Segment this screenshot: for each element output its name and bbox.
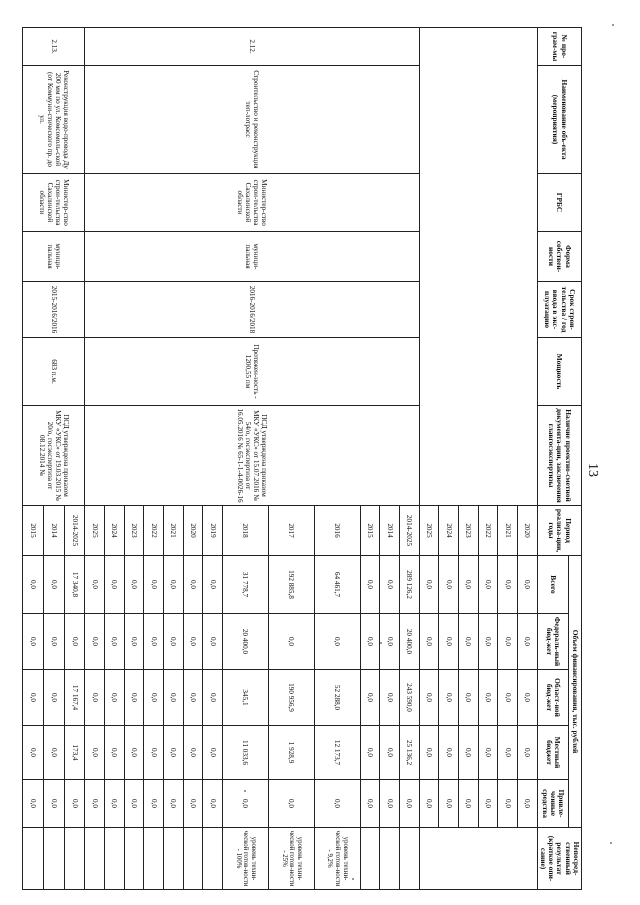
cell-total: 289 126,2	[400, 556, 420, 614]
cell-private: 0,0	[144, 780, 164, 828]
cell-year: 2025	[85, 506, 105, 556]
cell-year: 2017	[268, 506, 314, 556]
scan-speck	[612, 24, 614, 26]
cell-regional: 0,0	[478, 670, 498, 726]
cell-total: 64 461,7	[314, 556, 360, 614]
cell-regional: 0,0	[439, 670, 459, 726]
cell-regional: 0,0	[458, 670, 478, 726]
cell-local: 0,0	[43, 726, 64, 780]
cell-local: 0,0	[203, 726, 223, 780]
cell-private: 0,0	[478, 780, 498, 828]
cell-federal: 0,0	[360, 614, 380, 670]
cell-federal: 0,0	[183, 614, 203, 670]
cell-year: 2025	[419, 506, 439, 556]
header-local: Местный бюджет	[537, 726, 569, 780]
cell-local: 25 136,2	[400, 726, 420, 780]
scan-speck	[352, 878, 354, 880]
cell-federal: 0,0	[124, 614, 144, 670]
cell-result	[105, 828, 125, 890]
cell-regional: 0,0	[144, 670, 164, 726]
cell-year: 2024	[439, 506, 459, 556]
cell-year: 2022	[478, 506, 498, 556]
cell-year: 2015	[360, 506, 380, 556]
header-row-1	[569, 28, 582, 890]
cell-regional: 345,1	[223, 670, 269, 726]
cell-local: 0,0	[105, 726, 125, 780]
cell-year: 2019	[203, 506, 223, 556]
cell-private: 0,0	[85, 780, 105, 828]
cell-private: 0,0	[64, 780, 85, 828]
cell-result	[380, 828, 400, 890]
cell-year: 2015	[22, 506, 43, 556]
table-row	[64, 28, 85, 890]
cell-result	[183, 828, 203, 890]
cell-local: 0,0	[380, 726, 400, 780]
rotated-table-container	[27, 27, 582, 887]
header-name: Наименование объ-екта (мероприятия)	[537, 66, 581, 174]
item-grbs: Министер-ство строи-тельства Сахалинской области	[85, 174, 419, 232]
header-grbs: ГРБС	[537, 174, 581, 232]
cell-total: 0,0	[144, 556, 164, 614]
cell-federal: 20 400,0	[223, 614, 269, 670]
item-name: Реконструкция водо-провода Ду 200 мм по ул. Комсомоль-ской (от Коммуни-стического пр. до ул.	[22, 66, 85, 174]
cell-federal: 0,0	[22, 614, 43, 670]
cell-federal: 0,0	[458, 614, 478, 670]
cell-local: 0,0	[22, 726, 43, 780]
cell-private: 0,0	[183, 780, 203, 828]
cell-private: 0,0	[419, 780, 439, 828]
cell-total: 17 340,8	[64, 556, 85, 614]
cell-year: 2024	[105, 506, 125, 556]
header-regional: Област-ной бюд-жет	[537, 670, 569, 726]
cell-result	[43, 828, 64, 890]
item-number: 2.12.	[85, 28, 419, 66]
continuation-blank-cell	[419, 28, 537, 506]
cell-local: 0,0	[458, 726, 478, 780]
cell-private: 0,0	[400, 780, 420, 828]
header-result: Непосред-ственный результат (краткое опи-сание)	[537, 828, 581, 890]
cell-private: 0,0	[223, 780, 269, 828]
cell-federal: 0,0	[85, 614, 105, 670]
cell-year: 2016	[314, 506, 360, 556]
cell-year: 2023	[458, 506, 478, 556]
cell-regional: 190 956,9	[268, 670, 314, 726]
cell-result	[22, 828, 43, 890]
cell-total: 0,0	[439, 556, 459, 614]
continuation-result-cell	[419, 828, 537, 890]
cell-local: 0,0	[164, 726, 184, 780]
cell-private: 0,0	[380, 780, 400, 828]
cell-federal: 0,0	[164, 614, 184, 670]
cell-private: 0,0	[458, 780, 478, 828]
cell-federal: 0,0	[419, 614, 439, 670]
cell-federal: 0,0	[64, 614, 85, 670]
cell-result	[164, 828, 184, 890]
cell-result	[203, 828, 223, 890]
cell-result	[124, 828, 144, 890]
cell-total: 0,0	[203, 556, 223, 614]
cell-regional: 0,0	[22, 670, 43, 726]
header-private: Привле-ченные средства	[537, 780, 569, 828]
cell-local: 0,0	[124, 726, 144, 780]
cell-regional: 0,0	[360, 670, 380, 726]
header-ownership: Форма собствен-ности	[537, 232, 581, 282]
cell-year: 2014	[43, 506, 64, 556]
cell-local: 0,0	[144, 726, 164, 780]
item-term: 2016-2016/2018	[85, 282, 419, 338]
cell-federal: 0,0	[105, 614, 125, 670]
cell-private: 0,0	[360, 780, 380, 828]
cell-total: 0,0	[517, 556, 537, 614]
cell-regional: 0,0	[419, 670, 439, 726]
cell-federal: 0,0	[144, 614, 164, 670]
cell-private: 0,0	[22, 780, 43, 828]
header-volume-group: Объем финансирования, тыс. рублей	[569, 556, 582, 828]
cell-year: 2021	[164, 506, 184, 556]
cell-federal: 0,0	[314, 614, 360, 670]
cell-federal: 20 400,0	[400, 614, 420, 670]
cell-total: 0,0	[360, 556, 380, 614]
scan-speck	[244, 790, 246, 792]
cell-private: 0,0	[43, 780, 64, 828]
cell-local: 0,0	[478, 726, 498, 780]
cell-result: уровень техни-ческой готов-ности - 9,2%	[314, 828, 360, 890]
header-total: Всего	[537, 556, 569, 614]
cell-regional: 0,0	[105, 670, 125, 726]
header-capacity: Мощность	[537, 338, 581, 406]
table-row	[517, 28, 537, 890]
cell-federal: 0,0	[203, 614, 223, 670]
cell-private: 0,0	[164, 780, 184, 828]
cell-federal: 0,0	[517, 614, 537, 670]
item-term: 2015-2016/2016	[22, 282, 85, 338]
cell-regional: 52 288,0	[314, 670, 360, 726]
cell-result	[144, 828, 164, 890]
cell-federal: 0,0	[439, 614, 459, 670]
table-body	[22, 28, 537, 890]
cell-private: 0,0	[203, 780, 223, 828]
cell-year: 2018	[223, 506, 269, 556]
cell-result	[360, 828, 380, 890]
cell-total: 0,0	[380, 556, 400, 614]
cell-local: 11 033,6	[223, 726, 269, 780]
cell-year: 2020	[517, 506, 537, 556]
cell-total: 0,0	[419, 556, 439, 614]
cell-regional: 0,0	[183, 670, 203, 726]
cell-year: 2020	[183, 506, 203, 556]
cell-local: 12 173,7	[314, 726, 360, 780]
cell-total: 0,0	[458, 556, 478, 614]
cell-local: 173,4	[64, 726, 85, 780]
item-docs: ПСД утверждена приказом МКУ «УКС» от 19.03.2015 № 20/о, госэкспертиза от 08.12.2014 №	[22, 406, 85, 506]
cell-regional: 0,0	[124, 670, 144, 726]
cell-regional: 0,0	[43, 670, 64, 726]
item-ownership: муници-пальная	[85, 232, 419, 282]
cell-local: 0,0	[498, 726, 518, 780]
scan-speck	[380, 642, 382, 644]
cell-result: уровень техни-ческой готов-ности - 100%	[223, 828, 269, 890]
cell-year: 2014-2025	[64, 506, 85, 556]
financing-table	[22, 27, 582, 890]
item-grbs: Министер-ство строи-тельства Сахалинской области	[22, 174, 85, 232]
cell-regional: 17 167,4	[64, 670, 85, 726]
item-number: 2.13.	[22, 28, 85, 66]
cell-federal: 0,0	[498, 614, 518, 670]
cell-federal: 0,0	[268, 614, 314, 670]
item-name: Строительство и реконструкция теп-лотрасс	[85, 66, 419, 174]
cell-private: 0,0	[124, 780, 144, 828]
scan-speck	[610, 842, 612, 844]
item-ownership: муници-пальная	[22, 232, 85, 282]
cell-federal: 0,0	[478, 614, 498, 670]
cell-local: 0,0	[183, 726, 203, 780]
cell-year: 2014	[380, 506, 400, 556]
cell-total: 192 885,8	[268, 556, 314, 614]
cell-local: 0,0	[439, 726, 459, 780]
header-no: № про-грам-мы	[537, 28, 581, 66]
cell-regional: 0,0	[517, 670, 537, 726]
cell-regional: 243 590,0	[400, 670, 420, 726]
header-period: Период реализа-ции, годы	[537, 506, 581, 556]
cell-total: 0,0	[164, 556, 184, 614]
cell-result: уровень техни-ческой готов-ности - 25%	[268, 828, 314, 890]
cell-local: 0,0	[360, 726, 380, 780]
cell-regional: 0,0	[203, 670, 223, 726]
cell-regional: 0,0	[380, 670, 400, 726]
cell-regional: 0,0	[164, 670, 184, 726]
cell-result	[400, 828, 420, 890]
cell-total: 0,0	[105, 556, 125, 614]
page-number: 13	[585, 463, 600, 477]
cell-local: 0,0	[419, 726, 439, 780]
cell-year: 2014-2025	[400, 506, 420, 556]
cell-total: 0,0	[498, 556, 518, 614]
cell-private: 0,0	[314, 780, 360, 828]
cell-total: 0,0	[124, 556, 144, 614]
table-row	[400, 28, 420, 890]
cell-private: 0,0	[517, 780, 537, 828]
cell-year: 2022	[144, 506, 164, 556]
cell-year: 2023	[124, 506, 144, 556]
cell-local: 0,0	[85, 726, 105, 780]
cell-total: 31 778,7	[223, 556, 269, 614]
cell-year: 2021	[498, 506, 518, 556]
cell-local: 0,0	[517, 726, 537, 780]
cell-total: 0,0	[22, 556, 43, 614]
cell-regional: 0,0	[498, 670, 518, 726]
header-term: Срок строи-тельства / год ввода в экс-плуатацию	[537, 282, 581, 338]
header-docs: Наличие проектно-сметной документа-ции, заключения главгосэкспертизы	[537, 406, 581, 506]
item-docs: ПСД утверждена приказом МКУ «УКС» от 15.07.2016 № 54/о, госэкспертиза от 16.05.2016 № 65-1-1-4-0026-16	[85, 406, 419, 506]
cell-regional: 0,0	[85, 670, 105, 726]
cell-total: 0,0	[478, 556, 498, 614]
item-capacity: Протяжен-ность - 1200,55 пм	[85, 338, 419, 406]
cell-private: 0,0	[439, 780, 459, 828]
cell-local: 1 928,9	[268, 726, 314, 780]
cell-total: 0,0	[43, 556, 64, 614]
cell-result	[85, 828, 105, 890]
cell-result	[64, 828, 85, 890]
item-capacity: 683 п.м.	[22, 338, 85, 406]
header-federal: Федераль-ный бюд-жет	[537, 614, 569, 670]
cell-federal: 0,0	[380, 614, 400, 670]
cell-private: 0,0	[498, 780, 518, 828]
cell-private: 0,0	[268, 780, 314, 828]
cell-total: 0,0	[183, 556, 203, 614]
cell-federal: 0,0	[43, 614, 64, 670]
cell-private: 0,0	[105, 780, 125, 828]
cell-total: 0,0	[85, 556, 105, 614]
